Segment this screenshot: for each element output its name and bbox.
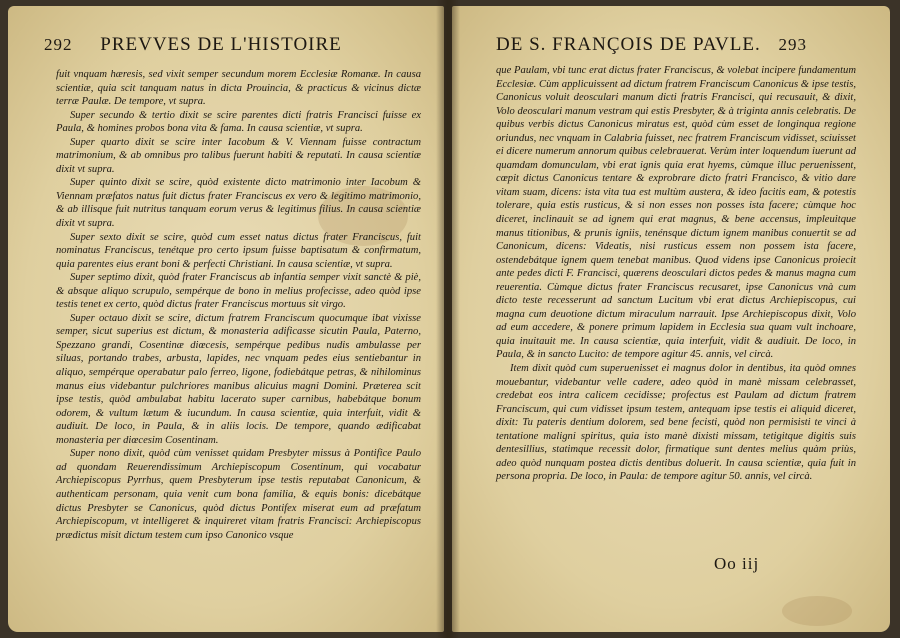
- left-running-head: PREVVES DE L'HISTOIRE: [100, 34, 342, 55]
- left-paragraph: Super quarto dixit se scire inter Iacobum & V. Viennam fuisse contractum matrimonium, & ab omnibus pro talibus fuerunt habiti & reputati. In causa scientiæ dixit vt supra.: [56, 136, 421, 175]
- left-page-header: [44, 34, 424, 60]
- left-paragraph: Super nono dixit, quòd cùm venisset quidam Presbyter missus à Pontifice Paulo ad quondam Reuerendissimum Archiepiscopum Cosentinum, qui vocabatur Archiepiscopus Pyrrhus, quem Presbyterum ipse testis reputabat Canonicum, & authenticam personam, quia venit cum bona familia, & equis bonis: dicebátque dictus Presbyter se Canonicus, quòd dictus Pontifex miserat eum ad præfatum Archiepiscopum, vt intelligeret & inquireret vitam fratris Francisci: Archiepiscopus prædictus misit dictum testem cum ipso Canonico vsque: [56, 448, 421, 541]
- paper-stain: [782, 596, 852, 626]
- left-page-body: [56, 68, 421, 542]
- left-paragraph: Super quinto dixit se scire, quòd existente dicto matrimonio inter Iacobum & Viennam præfatos natus fuit dictus frater Franciscus ex vero & legitimo matrimonio, & ab illisque fuit nutritus tanquam eorum verus & legitimus filius. In causa scientiæ dixit vt supra.: [56, 177, 421, 230]
- right-page: [452, 6, 890, 632]
- left-page: [8, 6, 444, 632]
- left-paragraph: Super octauo dixit se scire, dictum fratrem Franciscum quocumque ibat vixisse semper, sicut superius est dictum, & monasteria adificasse sicutin Paula, Paterno, Spezzano grandi, Cosentinæ diœcesis, sempérque pedibus nudis ambulasse per siluas, portando trabes, arbusta, lapides, nec vnquam pedes eius sentiebantur in aliquo, sempérque operabatur palo ferreo, ligone, fodiebátque petras, & nihilominus manus eius videbantur pulchriores manibus alicuius magni Domini. Præterea scit ipse testis, quòd ambulabat habitu lacerato super carnibus, habebátque bonum odorem, & vultum lætum & iucundum. In causa scientiæ, quia interfuit, vidit & audiuit. De loco, in Paula, & in aliis locis. De tempore, quando ædificabat monasteria per diœcesim Cosentinam.: [56, 312, 421, 446]
- right-running-head: DE S. FRANÇOIS DE PAVLE.: [496, 34, 761, 55]
- right-page-number: 293: [778, 35, 807, 54]
- left-paragraph: Super sexto dixit se scire, quòd cum esset natus dictus frater Franciscus, fuit nominatus Franciscus, tenétque pro certo ipsum fuisse baptisatum & confirmatum, quia parentes eius erant boni & perfecti Christiani. In causa scientiæ, vt supra.: [56, 231, 421, 270]
- left-paragraph: fuit vnquam hæresis, sed vixit semper secundum morem Ecclesiæ Romanæ. In causa scientiæ, quia scit tanquam natus in dicta Prouincia, & practicus & vicinus dictæ terræ Paulæ. De tempore, vt supra.: [56, 69, 421, 108]
- right-page-body: [496, 64, 856, 484]
- right-paragraph: Item dixit quòd cum superuenisset ei magnus dolor in dentibus, ita quòd omnes mouebantur, videbantur velle cadere, adeo quòd in manè missam celebrasset, credebat eos intra calicem cecidisse; profectus est Paulam ad dictum fratrem Franciscum, qui cum vidisset ipsum testem, antequam ipse testis ei aliquid diceret, dixit: Tu pateris dentium dolorem, sed bene fecisti, quòd non permisisti te vinci à tentatione maligni spiritus, quia isto manè dixisti missam, tetigitque digitis suis dentesillius, statimque recessit dolor, firmatique sunt dentes melius quàm priùs, adeo quòd nunquam postea dictis dentibus doluerit. In causa scientiæ, quia fuit in persona propria. De loco, in Paula: de tempore agitur 50. annis, vel circà.: [496, 363, 856, 483]
- signature-mark: Oo iij: [714, 554, 760, 573]
- right-page-header: [496, 34, 866, 60]
- book-gutter: [436, 0, 460, 638]
- right-paragraph: que Paulam, vbi tunc erat dictus frater Franciscus, & volebat incipere fundamentum Ecclesiæ. Cùm applicuissent ad dictum fratrem Franciscum Canonicus & ipse testis, Canonicus voluit deosculari manum dicti fratris Francisci, qui recusauit, & dixit, Volo deosculari manum vestram qui estis Presbyter, & à triginta annis celebratis. De quibus verbis dictus Canonicus miratus est, quòd cùm esset de longinqua regione oriundus, nec vnquam in Calabria fuisset, nec fratrem Franciscum vidisset, sciuisset ei dicere numerum annorum quibus celebrauerat. Verùm inter loquendum iuerunt ad quamdam domunculam, vbi erat ignis quia erat hyems, cùmque illuc peruenissent, cœpit dictus Canonicus tentare & exprobrare dicto fratri Francisco, & vitio dare vitam suam, dicens: ista vita tua est multùm austera, & ideo facitis eam, & potestis tolerare, quia estis rusticus, & si non esses non posses ista facere; cùmque hoc diceret, inclinauit se ad ignem qui erat magnus, & bene accensus, impleuitque manus titionibus, & prunis igniis, tenénsque dictum ignem manibus conuertit se ad Canonicum, dicens: Videatis, nisi rusticus essem non possem ista facere, ostendebátque ignem quem tenebat manibus. Quod videns ipse Canonicus proiecit ante pedes dicti F. Francisci, quærens deosculari dictos pedes & manus magna cum reuerentia. Cùmque dictus frater Franciscus recusaret, ipse Canonicus vnà cum dicto teste recesserunt ad sanctum Lucitum vbi erat dictus Archiepiscopus, cui magna cum deuotione dictum miraculum narrauit. Ipse Archiepiscopus dixit, Volo ad eum accedere, & ponere primum lapidem in Ecclesia sua quam vult inchoare, quia inuitauit me. In causa scientiæ, quia interfuit, vidit & audiuit. De loco, in Paula, & in sancto Lucito: de tempore agitur 45. annis, vel circà.: [496, 65, 856, 361]
- left-page-number: 292: [44, 35, 73, 54]
- left-paragraph: Super septimo dixit, quòd frater Franciscus ab infantia semper vixit sanctè & piè, & absque aliquo scrupulo, sempérque de bono in melius profecisse, adeo quòd ipse testis tenet ex certo, quòd dictus frater Franciscus mortuus sit virgo.: [56, 272, 421, 311]
- left-paragraph: Super secundo & tertio dixit se scire parentes dicti fratris Francisci fuisse ex Paula, & homines probos bona vita & fama. In causa scientiæ, vt supra.: [56, 109, 421, 135]
